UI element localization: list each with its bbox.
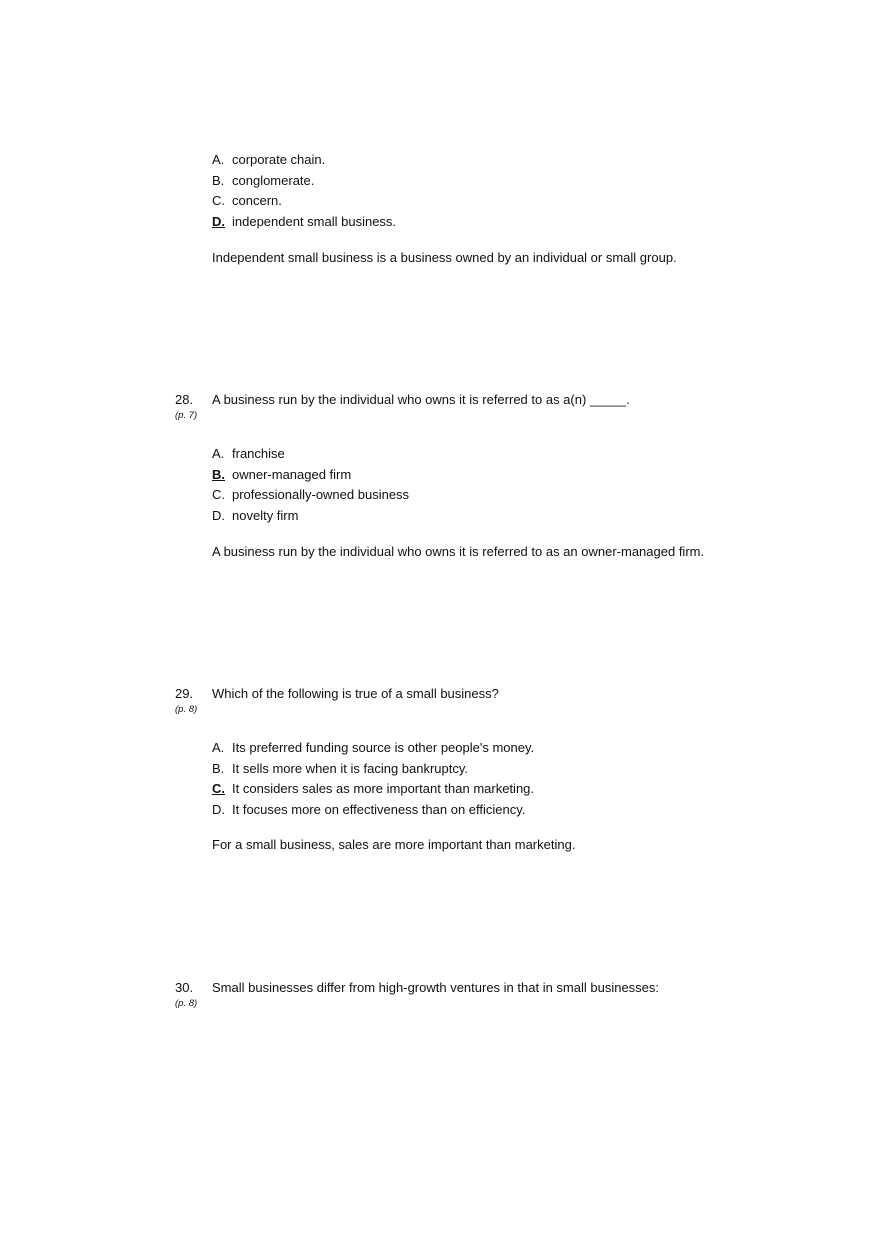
option-text: independent small business. (232, 213, 397, 229)
correct-option-letter: D. (212, 213, 225, 229)
q29-option-a (212, 738, 534, 759)
option-text: conglomerate. (232, 172, 315, 188)
q27-options (212, 150, 396, 232)
option-text: It focuses more on effectiveness than on efficiency. (232, 801, 526, 817)
option-text: novelty firm (232, 507, 299, 523)
option-letter: D. (212, 507, 225, 523)
q29-number: 29. (175, 686, 194, 701)
correct-option-letter: B. (212, 466, 225, 482)
correct-option-letter: C. (212, 781, 225, 796)
q29-explanation: For a small business, sales are more important than marketing. (212, 837, 576, 852)
q28-question-text: A business run by the individual who owns it is referred to as a(n) _____. (212, 392, 630, 407)
option-text: owner-managed firm (232, 466, 352, 482)
q29-question-text: Which of the following is true of a small business? (212, 686, 499, 701)
q29-option-c (212, 779, 534, 800)
q27-option-c (212, 191, 396, 212)
option-text: concern. (232, 193, 282, 208)
q28-option-b (212, 465, 409, 486)
option-text: It considers sales as more important than marketing. (232, 781, 535, 796)
option-letter: B. (212, 760, 225, 776)
option-letter: A. (212, 152, 225, 167)
q29-options (212, 738, 534, 820)
q29-option-d (212, 800, 534, 821)
q27-explanation: Independent small business is a business owned by an individual or small group. (212, 250, 677, 265)
option-text: professionally-owned business (232, 487, 410, 502)
option-text: franchise (232, 446, 285, 461)
q28-options (212, 444, 409, 526)
q28-option-d (212, 506, 409, 527)
q28-page-ref: (p. 7) (175, 410, 198, 421)
q28-option-c (212, 485, 409, 506)
q30-question-text: Small businesses differ from high-growth ventures in that in small businesses: (212, 980, 660, 995)
option-text: Its preferred funding source is other people's money. (232, 740, 535, 755)
option-text: It sells more when it is facing bankruptcy. (232, 760, 469, 776)
option-letter: A. (212, 740, 225, 755)
q28-explanation: A business run by the individual who owns it is referred to as an owner-managed firm. (212, 544, 705, 559)
option-letter: A. (212, 446, 225, 461)
q29-option-b (212, 759, 534, 780)
q29-page-ref: (p. 8) (175, 704, 198, 715)
option-text: corporate chain. (232, 152, 326, 167)
q28-option-a (212, 444, 409, 465)
q28-number: 28. (175, 392, 194, 407)
q30-number: 30. (175, 980, 194, 995)
q27-option-d (212, 212, 396, 233)
option-letter: D. (212, 801, 225, 817)
option-letter: C. (212, 487, 225, 502)
option-letter: C. (212, 193, 225, 208)
q27-option-a (212, 150, 396, 171)
option-letter: B. (212, 172, 225, 188)
q30-page-ref: (p. 8) (175, 998, 198, 1009)
q27-option-b (212, 171, 396, 192)
